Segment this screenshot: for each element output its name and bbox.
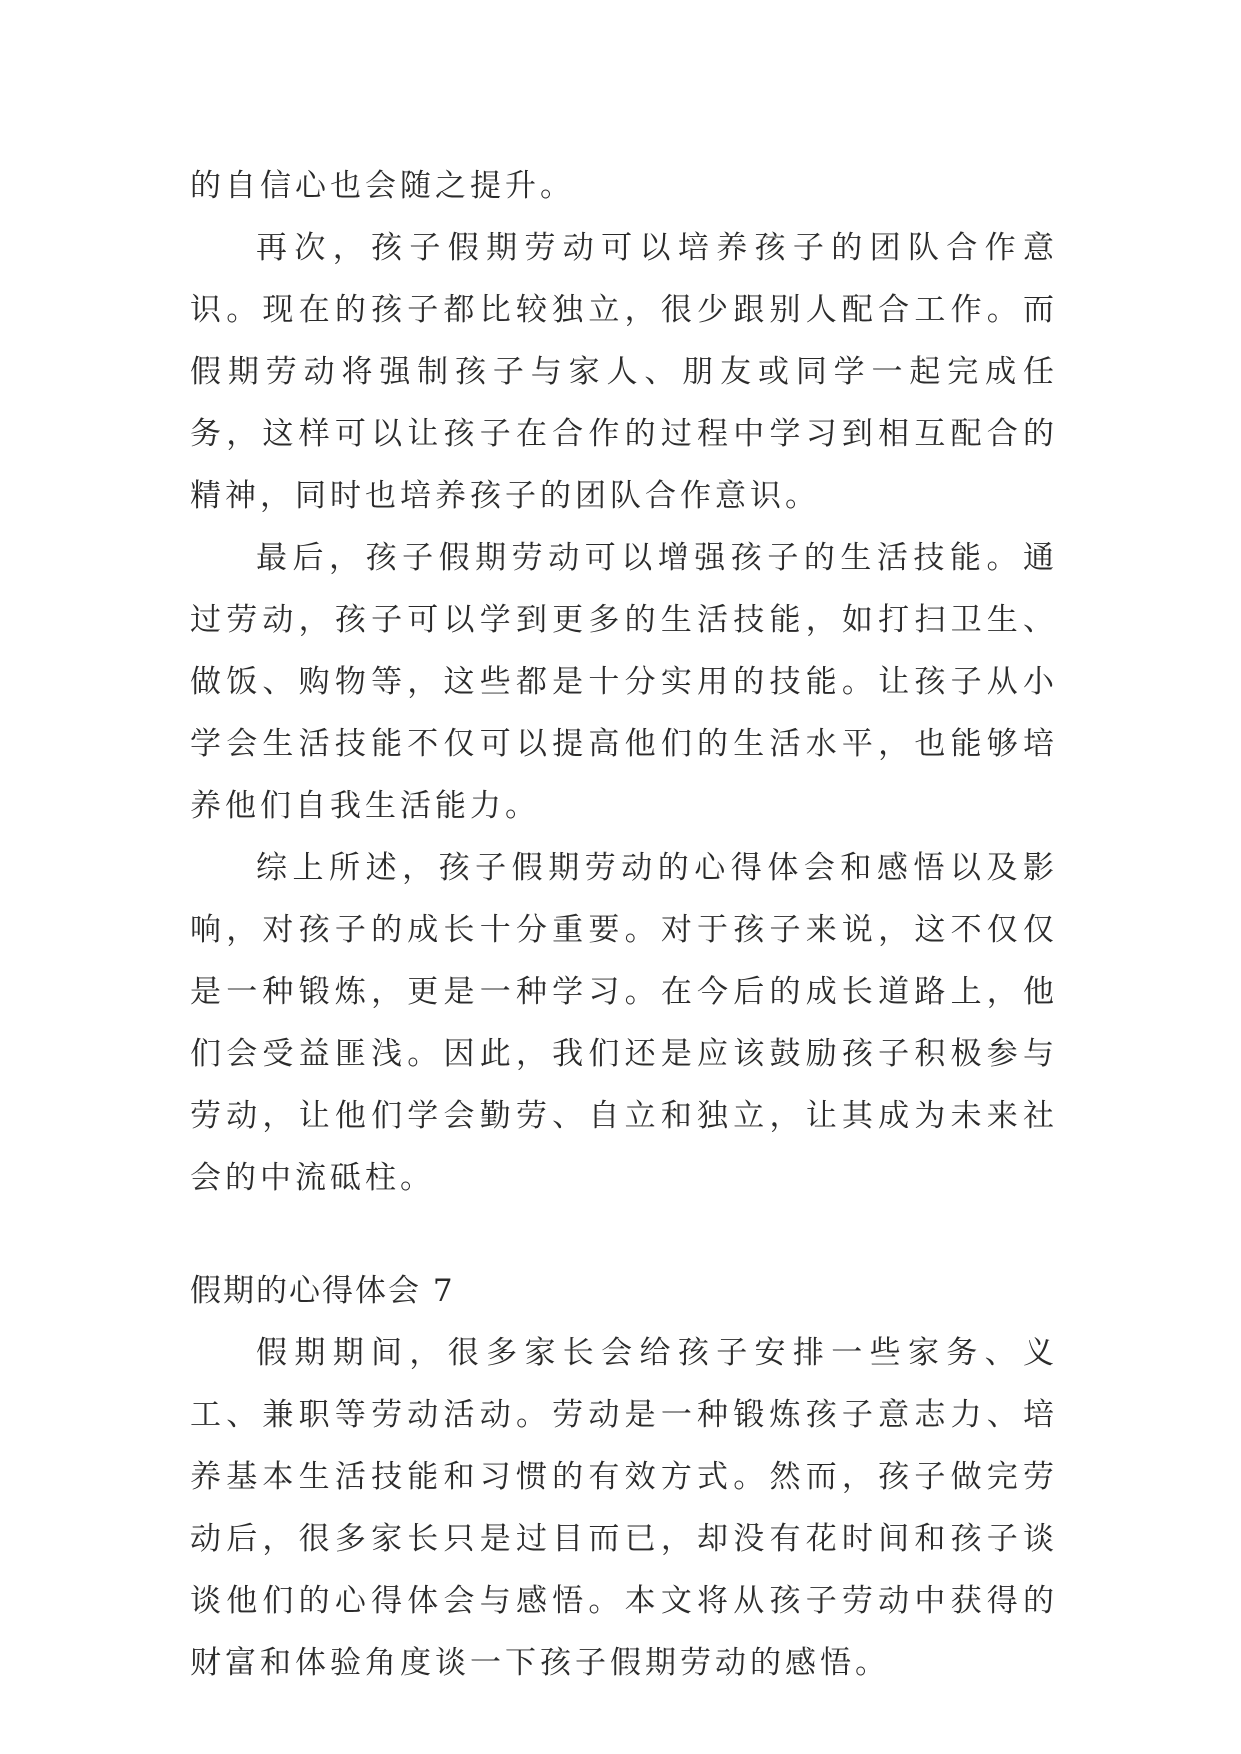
- paragraph: 再次，孩子假期劳动可以培养孩子的团队合作意识。现在的孩子都比较独立，很少跟别人配合工作。而假期劳动将强制孩子与家人、朋友或同学一起完成任务，这样可以让孩子在合作的过程中学习到相互配合的精神，同时也培养孩子的团队合作意识。: [190, 230, 1058, 514]
- section-heading: 假期的心得体会 7: [190, 1273, 455, 1309]
- paragraph: 最后，孩子假期劳动可以增强孩子的生活技能。通过劳动，孩子可以学到更多的生活技能，如打扫卫生、做饭、购物等，这些都是十分实用的技能。让孩子从小学会生活技能不仅可以提高他们的生活水平，也能够培养他们自我生活能力。: [190, 540, 1058, 824]
- paragraph: 假期期间，很多家长会给孩子安排一些家务、义工、兼职等劳动活动。劳动是一种锻炼孩子意志力、培养基本生活技能和习惯的有效方式。然而，孩子做完劳动后，很多家长只是过目而已，却没有花时间和孩子谈谈他们的心得体会与感悟。本文将从孩子劳动中获得的财富和体验角度谈一下孩子假期劳动的感悟。: [190, 1335, 1058, 1681]
- document-body: [190, 155, 1058, 1694]
- paragraph: 综上所述，孩子假期劳动的心得体会和感悟以及影响，对孩子的成长十分重要。对于孩子来说，这不仅仅是一种锻炼，更是一种学习。在今后的成长道路上，他们会受益匪浅。因此，我们还是应该鼓励孩子积极参与劳动，让他们学会勤劳、自立和独立，让其成为未来社会的中流砥柱。: [190, 850, 1058, 1196]
- paragraph: 的自信心也会随之提升。: [190, 168, 575, 204]
